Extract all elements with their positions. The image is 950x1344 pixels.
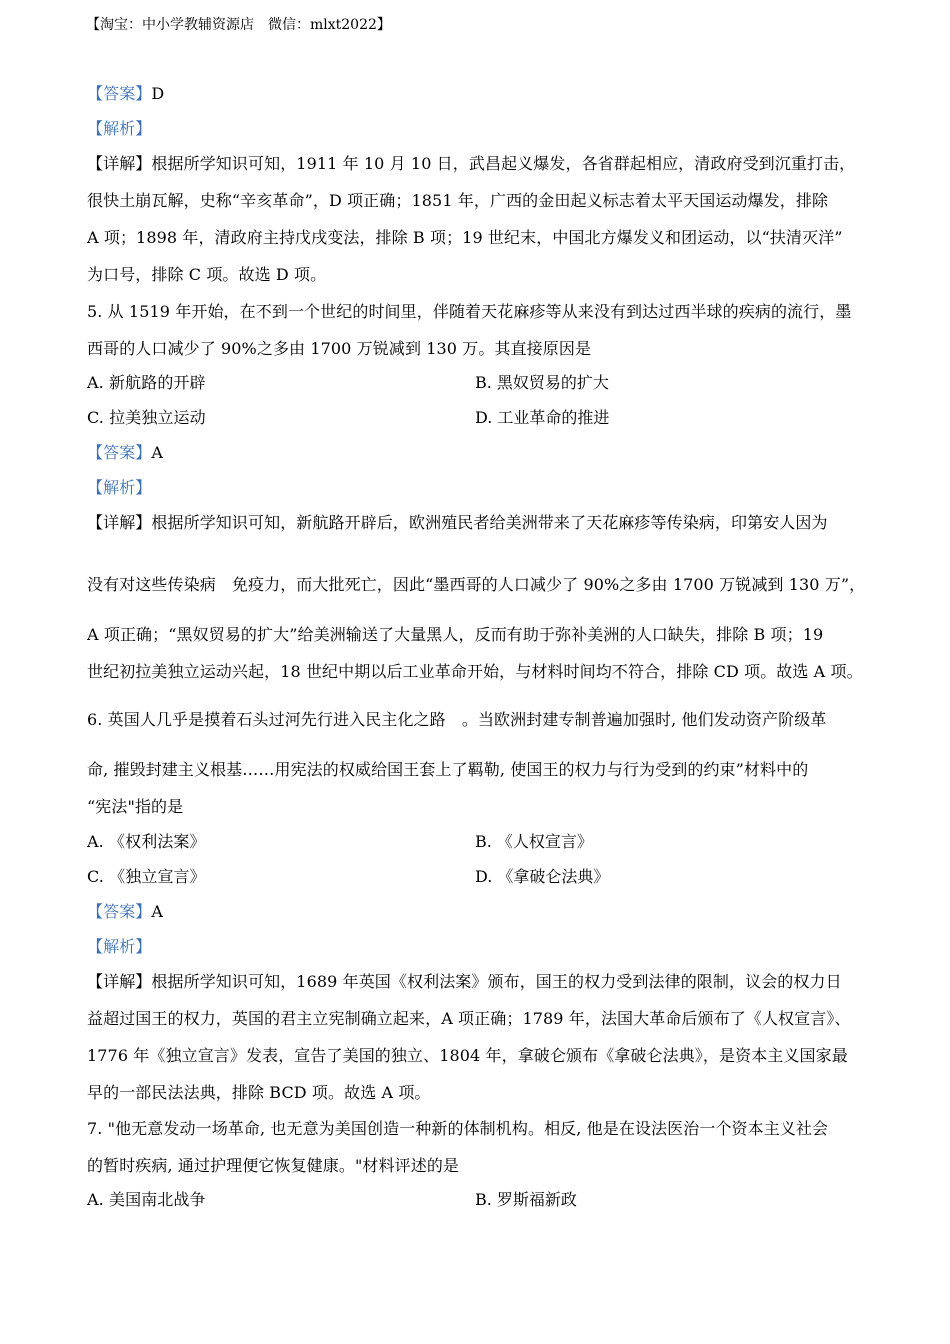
q6-detail-line-1 — [87, 969, 842, 992]
q6-option-a: A. 《权利法案》 — [87, 832, 206, 851]
q5-detail-line-3: A 项正确；“黑奴贸易的扩大”给美洲输送了大量黑人，反而有助于弥补美洲的人口缺失，排除 B 项；19 — [87, 625, 824, 644]
q6-stem-line-2: 命, 摧毁封建主义根基……用宪法的权威给国王套上了羁勒, 使国王的权力与行为受到的约束”材料中的 — [87, 760, 809, 779]
q6-detail-line-4: 早的一部民法法典，排除 BCD 项。故选 A 项。 — [87, 1083, 431, 1102]
q5-detail-line-4: 世纪初拉美独立运动兴起，18 世纪中期以后工业革命开始，与材料时间均不符合，排除 CD 项。故选 A 项。 — [87, 662, 863, 681]
q6-stem-line-3: “宪法"指的是 — [87, 797, 184, 816]
q6-analysis-label: 【解析】 — [87, 937, 152, 956]
q4-analysis-label: 【解析】 — [87, 119, 152, 138]
q4-detail-line-1 — [87, 151, 855, 174]
q5-option-d: D. 工业革命的推进 — [475, 408, 610, 427]
q7-stem-line-2: 的暂时疾病, 通过护理便它恢复健康。"材料评述的是 — [87, 1156, 460, 1175]
q4-detail-text-1: 根据所学知识可知，1911 年 10 月 10 日，武昌起义爆发，各省群起相应，清政府受到沉重打击， — [151, 154, 856, 173]
page-header: 【淘宝：中小学教辅资源店 微信：mlxt2022】 — [86, 17, 391, 33]
detail-label: 【详解】 — [87, 513, 152, 532]
q5-option-c: C. 拉美独立运动 — [87, 408, 206, 427]
q4-detail-line-3: A 项；1898 年，清政府主持戊戌变法，排除 B 项；19 世纪末，中国北方爆发义和团运动，以“扶清灭洋” — [87, 228, 843, 247]
answer-label: 【答案】 — [87, 443, 152, 462]
q5-option-a: A. 新航路的开辟 — [87, 373, 206, 392]
q5-stem-line-1: 5. 从 1519 年开始，在不到一个世纪的时间里，伴随着天花麻疹等从来没有到达过西半球的疾病的流行，墨 — [87, 302, 852, 321]
q4-answer-line — [87, 81, 164, 104]
q5-detail-line-1 — [87, 510, 828, 533]
q5-detail-text-1: 根据所学知识可知，新航路开辟后，欧洲殖民者给美洲带来了天花麻疹等传染病，印第安人因为 — [151, 513, 828, 532]
q5-stem-line-2: 西哥的人口减少了 90%之多由 1700 万锐减到 130 万。其直接原因是 — [87, 339, 592, 358]
q4-answer: D — [151, 84, 165, 103]
q6-detail-line-3: 1776 年《独立宣言》发表，宣告了美国的独立、1804 年，拿破仑颁布《拿破仑法典》，是资本主义国家最 — [87, 1046, 848, 1065]
q7-stem-line-1: 7. "他无意发动一场革命, 也无意为美国创造一种新的体制机构。相反, 他是在设法医治一个资本主义社会 — [87, 1119, 829, 1138]
q6-answer: A — [151, 902, 164, 921]
q5-analysis-label: 【解析】 — [87, 478, 152, 497]
q7-option-a: A. 美国南北战争 — [87, 1190, 206, 1209]
detail-label: 【详解】 — [87, 972, 152, 991]
q5-answer: A — [151, 443, 164, 462]
q6-option-d: D. 《拿破仑法典》 — [475, 867, 610, 886]
q5-answer-line — [87, 440, 163, 463]
detail-label: 【详解】 — [87, 154, 152, 173]
q5-detail-line-2: 没有对这些传染病 免疫力，而大批死亡，因此“墨西哥的人口减少了 90%之多由 1700 万锐减到 130 万”， — [87, 575, 866, 594]
q5-option-b: B. 黑奴贸易的扩大 — [475, 373, 609, 392]
answer-label: 【答案】 — [87, 84, 152, 103]
q6-option-c: C. 《独立宣言》 — [87, 867, 206, 886]
q6-detail-line-2: 益超过国王的权力，英国的君主立宪制确立起来，A 项正确；1789 年，法国大革命后颁布了《人权宣言》、 — [87, 1009, 851, 1028]
answer-label: 【答案】 — [87, 902, 152, 921]
q4-detail-line-2: 很快土崩瓦解，史称“辛亥革命”，D 项正确；1851 年，广西的金田起义标志着太平天国运动爆发，排除 — [87, 191, 829, 210]
q6-stem-line-1: 6. 英国人几乎是摸着石头过河先行进入民主化之路 。当欧洲封建专制普遍加强时, 他们发动资产阶级革 — [87, 710, 827, 729]
q7-option-b: B. 罗斯福新政 — [475, 1190, 577, 1209]
q6-detail-text-1: 根据所学知识可知，1689 年英国《权利法案》颁布，国王的权力受到法律的限制，议会的权力日 — [151, 972, 842, 991]
q4-detail-line-4: 为口号，排除 C 项。故选 D 项。 — [87, 265, 327, 284]
q6-answer-line — [87, 899, 163, 922]
q6-option-b: B. 《人权宣言》 — [475, 832, 593, 851]
